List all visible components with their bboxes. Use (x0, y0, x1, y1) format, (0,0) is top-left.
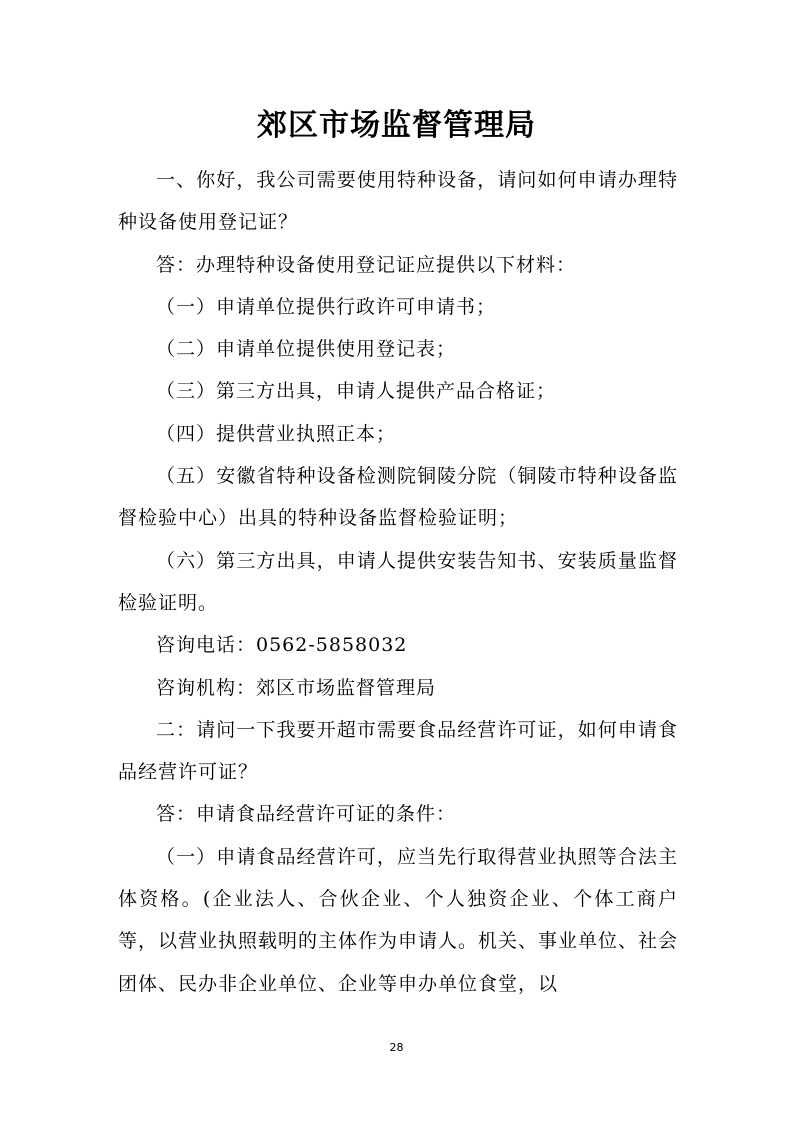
answer-1-item-3: （三）第三方出具，申请人提供产品合格证； (156, 380, 557, 403)
question-2: 二：请问一下我要开超市需要食品经营许可证，如何申请食品经营许可证？ (118, 718, 678, 784)
document-body (118, 159, 678, 1005)
answer-1-item-4: （四）提供营业执照正本； (156, 422, 397, 445)
answer-1-item-6: （六）第三方出具，申请人提供安装告知书、安装质量监督检验证明。 (118, 549, 678, 614)
contact-agency: 咨询机构：郊区市场监督管理局 (156, 676, 437, 699)
page-title: 郊区市场监督管理局 (257, 108, 536, 143)
answer-2-item-1: （一）申请食品经营许可，应当先行取得营业执照等合法主体资格。(企业法人、合伙企业、个人独资企业、个体工商户等，以营业执照载明的主体作为申请人。机关、事业单位、社会团体、民办非企业单位、企业等申办单位食堂，以 (118, 845, 679, 995)
page-number: 28 (389, 1041, 404, 1054)
answer-1-item-1: （一）申请单位提供行政许可申请书； (156, 295, 497, 318)
answer-1-item-5: （五）安徽省特种设备检测院铜陵分院（铜陵市特种设备监督检验中心）出具的特种设备监督检验证明； (118, 465, 678, 530)
answer-1-intro: 答：办理特种设备使用登记证应提供以下材料： (156, 253, 577, 276)
answer-1-item-2: （二）申请单位提供使用登记表； (156, 338, 457, 361)
contact-phone: 咨询电话：0562-5858032 (156, 634, 408, 657)
question-1: 一、你好，我公司需要使用特种设备，请问如何申请办理特种设备使用登记证？ (118, 169, 678, 234)
answer-2-intro: 答：申请食品经营许可证的条件： (156, 803, 457, 826)
